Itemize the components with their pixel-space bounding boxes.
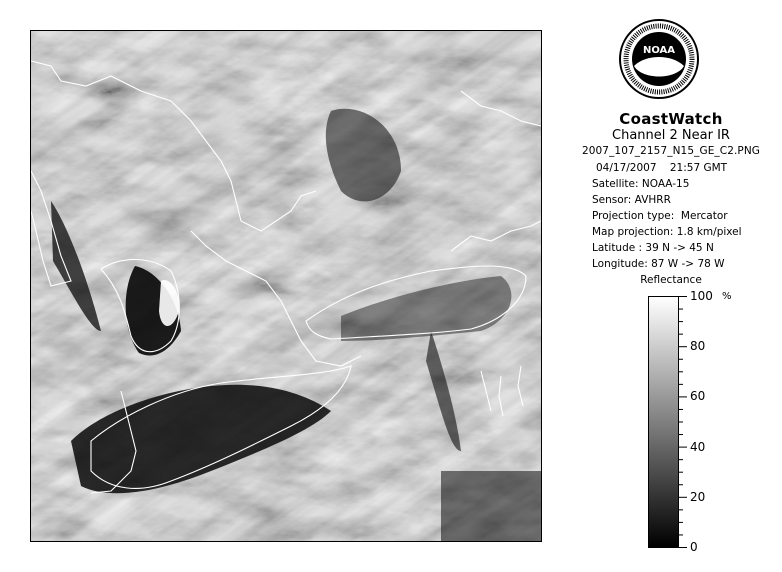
colorbar-tick-label: 0 <box>690 540 698 554</box>
colorbar-tick-label: 100 <box>690 289 713 303</box>
logo-inner-text: NOAA <box>642 45 676 56</box>
app-title: CoastWatch <box>619 110 723 128</box>
colorbar-title: Reflectance <box>640 274 702 286</box>
colorbar-tick-label: 60 <box>690 389 706 404</box>
image-filename: 2007_107_2157_N15_GE_C2.PNG <box>581 145 761 157</box>
colorbar-tick-label: 40 <box>690 439 706 454</box>
satellite-info: Satellite: NOAA-15 <box>592 178 690 190</box>
longitude-range: Longitude: 87 W -> 78 W <box>592 258 725 270</box>
channel-name: Channel 2 Near IR <box>612 128 730 143</box>
satellite-map-svg <box>31 31 541 541</box>
sensor-info: Sensor: AVHRR <box>592 194 671 206</box>
projection-type-info: Projection type: Mercator <box>592 210 728 222</box>
colorbar-tick-label: 20 <box>690 489 706 504</box>
colorbar-unit: % <box>722 291 732 302</box>
latitude-range: Latitude : 39 N -> 45 N <box>592 242 714 254</box>
acquisition-datetime: 04/17/2007 21:57 GMT <box>596 162 728 174</box>
colorbar-ticks <box>679 296 691 548</box>
reflectance-colorbar <box>648 296 679 548</box>
noaa-logo <box>618 18 700 108</box>
map-projection-info: Map projection: 1.8 km/pixel <box>592 226 742 238</box>
dark-corner-se <box>441 471 541 541</box>
satellite-image <box>30 30 542 542</box>
colorbar-tick-label: 80 <box>690 339 706 354</box>
